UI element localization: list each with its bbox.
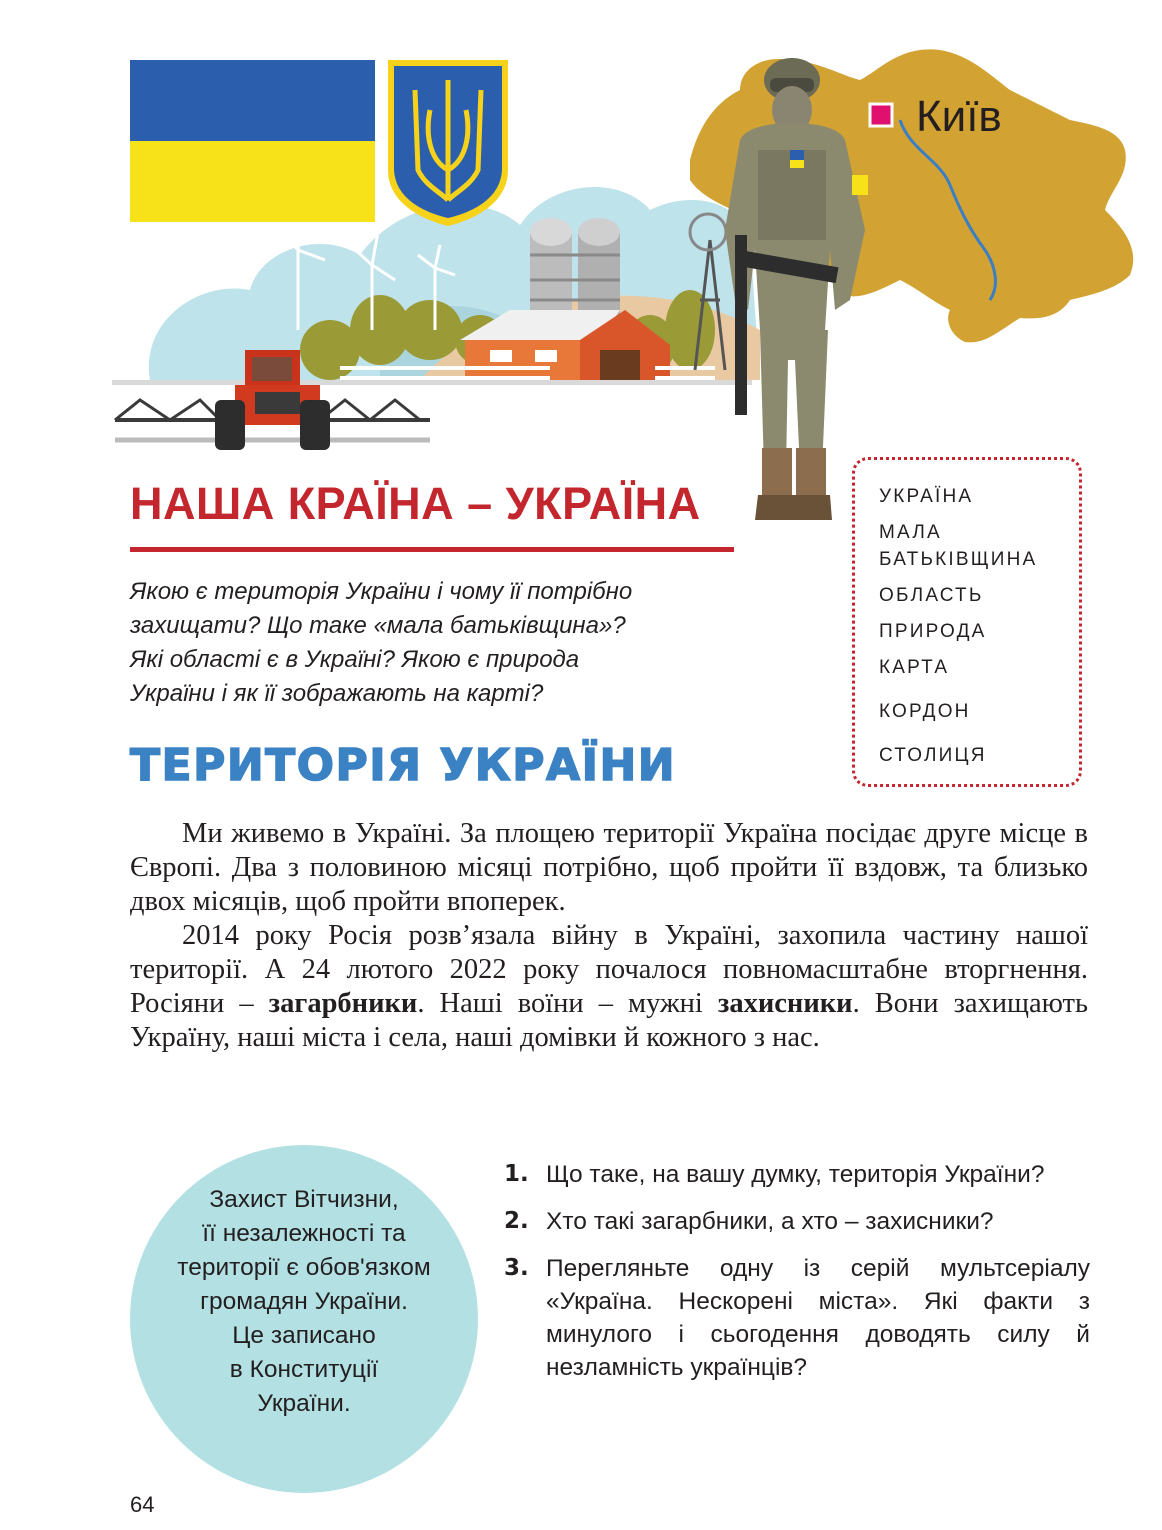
intro-line: України і як її зображають на карті? [130, 680, 544, 707]
page-number: 64 [130, 1492, 155, 1517]
body-text [130, 817, 1088, 1055]
circle-line: її незалежності та [202, 1220, 406, 1247]
intro-questions [130, 575, 730, 711]
page-title: НАША КРАЇНА – УКРАЇНА [130, 478, 701, 529]
question-item [500, 1158, 1090, 1191]
keyword: КОРДОН [879, 701, 971, 722]
intro-line: Які області є в Україні? Якою є природа [130, 646, 580, 673]
question-number: 3. [504, 1255, 529, 1281]
keyword: ОБЛАСТЬ [879, 585, 984, 606]
term-invaders: загарбники [268, 988, 418, 1019]
term-defenders: захисники [717, 988, 853, 1019]
keyword: ПРИРОДА [879, 621, 987, 642]
keyword: БАТЬКІВЩИНА [879, 549, 1038, 570]
coat-of-arms [388, 60, 508, 226]
circle-line: Це записано [232, 1322, 376, 1349]
intro-line: захищати? Що таке «мала батьківщина»? [130, 612, 626, 639]
ground [112, 380, 752, 385]
question-text: Що таке, на вашу думку, територія України? [546, 1161, 1045, 1188]
question-text: Хто такі загарбники, а хто – захисники? [546, 1208, 994, 1235]
circle-line: України. [257, 1390, 351, 1417]
capital-marker [870, 104, 892, 126]
keyword: УКРАЇНА [879, 486, 974, 507]
title-underline [130, 547, 734, 552]
question-number: 2. [504, 1208, 529, 1234]
paragraph [130, 919, 1088, 1055]
capital-label: Київ [916, 92, 1002, 141]
keyword: КАРТА [879, 657, 950, 678]
circle-line: громадян України. [200, 1288, 408, 1315]
ukraine-flag [130, 60, 375, 222]
keywords-box [852, 457, 1082, 787]
info-circle-text [130, 1183, 478, 1421]
text-run: . Наші воїни – мужні [417, 988, 718, 1019]
intro-line: Якою є територія України і чому її потрібно [130, 578, 633, 605]
keyword: СТОЛИЦЯ [879, 745, 987, 766]
circle-line: в Конституції [229, 1356, 379, 1383]
question-text: Перегляньте одну із серій мультсеріалу «Україна. Нескорені міста». Які факти з минулого і сьогодення доводять силу й незламність українців? [546, 1255, 1090, 1381]
paragraph: Ми живемо в Україні. За площею території Україна посідає друге місце в Європі. Два з половиною місяці потрібно, щоб пройти її вздовж, та близько двох місяців, щоб пройти впоперек. [130, 818, 1088, 917]
question-item [500, 1205, 1090, 1238]
question-number: 1. [504, 1161, 529, 1187]
circle-line: території є обов'язком [177, 1254, 431, 1281]
keyword: МАЛА [879, 522, 942, 543]
section-heading: ТЕРИТОРІЯ УКРАЇНИ [130, 740, 677, 791]
info-circle [130, 1145, 478, 1493]
text-run: . Вони захищають Україну, наші міста і села, наші домівки й кожного з нас. [130, 988, 1088, 1053]
question-item [500, 1252, 1090, 1384]
question-list [500, 1158, 1090, 1384]
circle-line: Захист Вітчизни, [209, 1186, 399, 1213]
text-run: 2014 року Росія розв’язала війну в Україні, захопила частину нашої території. А 24 лютого 2022 року почалося повномасштабне вторгнення. Росіяни – [130, 920, 1088, 1019]
